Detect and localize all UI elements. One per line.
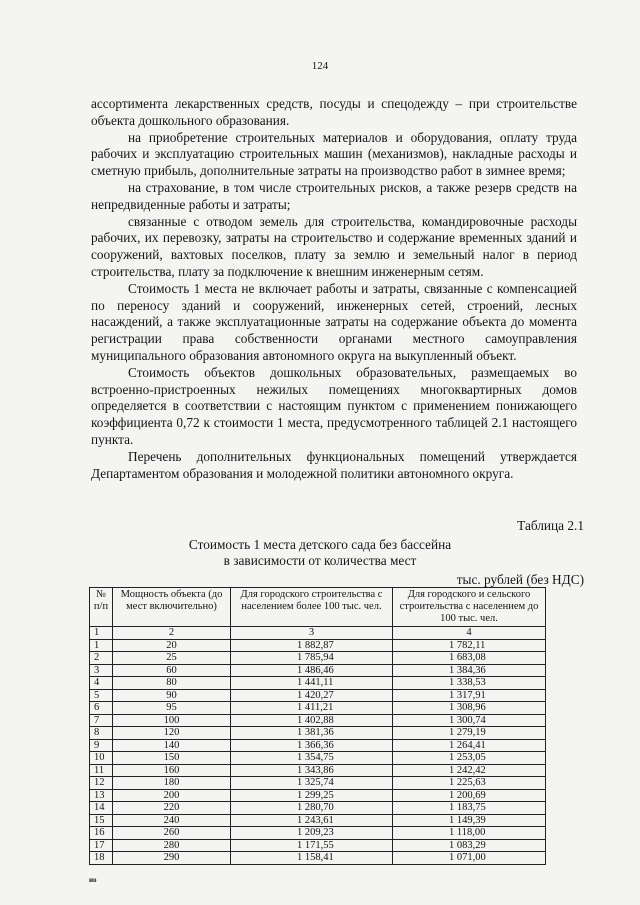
row-cost-small: 1 264,41 [393, 739, 546, 752]
row-cost-small: 1 384,36 [393, 664, 546, 677]
row-capacity: 160 [113, 764, 231, 777]
row-number: 1 [90, 639, 113, 652]
row-number: 3 [90, 664, 113, 677]
table-row [90, 739, 546, 752]
cost-table-wrapper [89, 587, 546, 865]
body-text [91, 96, 577, 482]
table-title [0, 537, 640, 569]
row-number: 17 [90, 839, 113, 852]
row-cost-urban-large: 1 243,61 [231, 814, 393, 827]
row-number: 13 [90, 789, 113, 802]
row-cost-small: 1 338,53 [393, 677, 546, 690]
row-capacity: 240 [113, 814, 231, 827]
row-number: 11 [90, 764, 113, 777]
row-capacity: 180 [113, 777, 231, 790]
row-number: 7 [90, 714, 113, 727]
row-cost-urban-large: 1 420,27 [231, 689, 393, 702]
row-cost-urban-large: 1 402,88 [231, 714, 393, 727]
table-row [90, 764, 546, 777]
table-row [90, 664, 546, 677]
row-number: 10 [90, 752, 113, 765]
header-urban-large: Для городского строительства с населением более 100 тыс. чел. [231, 588, 393, 627]
header-urban-rural-small: Для городского и сельского строительства с населением до 100 тыс. чел. [393, 588, 546, 627]
row-number: 15 [90, 814, 113, 827]
table-body [90, 639, 546, 864]
paragraph: Стоимость 1 места не включает работы и затраты, связанные с компенсацией по переносу зданий и сооружений, инженерных сетей, строений, лесных насаждений, а также эксплуатационные затраты на содержание объекта до момента регистрации права собственности органами местного самоуправления муниципального образования автономного округа на выкупленный объект. [91, 280, 577, 363]
table-units: тыс. рублей (без НДС) [456, 572, 584, 587]
row-cost-urban-large: 1 882,87 [231, 639, 393, 652]
table-row [90, 789, 546, 802]
row-cost-urban-large: 1 209,23 [231, 827, 393, 840]
row-cost-small: 1 200,69 [393, 789, 546, 802]
row-capacity: 25 [113, 652, 231, 665]
table-label: Таблица 2.1 [517, 518, 584, 533]
row-cost-small: 1 071,00 [393, 852, 546, 865]
row-number: 16 [90, 827, 113, 840]
row-number: 12 [90, 777, 113, 790]
row-capacity: 140 [113, 739, 231, 752]
col-number-4: 4 [393, 627, 546, 640]
row-cost-small: 1 683,08 [393, 652, 546, 665]
row-cost-urban-large: 1 343,86 [231, 764, 393, 777]
paragraph: ассортимента лекарственных средств, посуды и спецодежду – при строительстве объекта дошкольного образования. [91, 96, 577, 128]
row-capacity: 220 [113, 802, 231, 815]
row-capacity: 150 [113, 752, 231, 765]
col-number-3: 3 [231, 627, 393, 640]
table-row [90, 714, 546, 727]
paragraph: на страхование, в том числе строительных рисков, а также резерв средств на непредвиденные работы и затраты; [91, 179, 577, 212]
table-row [90, 639, 546, 652]
table-row [90, 852, 546, 865]
table-row [90, 802, 546, 815]
row-cost-urban-large: 1 381,36 [231, 727, 393, 740]
table-row [90, 652, 546, 665]
paragraph: на приобретение строительных материалов и оборудования, оплату труда рабочих и эксплуатацию строительных машин (механизмов), накладные расходы и сметную прибыль, дополнительные затраты на производство работ в зимнее время; [91, 129, 577, 179]
row-number: 5 [90, 689, 113, 702]
row-cost-urban-large: 1 366,36 [231, 739, 393, 752]
table-title-line-1: Стоимость 1 места детского сада без бассейна [188, 537, 452, 552]
row-cost-small: 1 253,05 [393, 752, 546, 765]
row-cost-urban-large: 1 171,55 [231, 839, 393, 852]
row-cost-urban-large: 1 158,41 [231, 852, 393, 865]
row-cost-urban-large: 1 486,46 [231, 664, 393, 677]
table-row [90, 689, 546, 702]
row-capacity: 260 [113, 827, 231, 840]
row-cost-urban-large: 1 354,75 [231, 752, 393, 765]
row-capacity: 80 [113, 677, 231, 690]
row-cost-small: 1 183,75 [393, 802, 546, 815]
row-cost-small: 1 308,96 [393, 702, 546, 715]
row-cost-urban-large: 1 299,25 [231, 789, 393, 802]
row-cost-urban-large: 1 411,21 [231, 702, 393, 715]
row-number: 6 [90, 702, 113, 715]
row-cost-small: 1 225,63 [393, 777, 546, 790]
row-capacity: 20 [113, 639, 231, 652]
row-cost-urban-large: 1 325,74 [231, 777, 393, 790]
table-header-row [90, 588, 546, 627]
row-capacity: 200 [113, 789, 231, 802]
row-capacity: 280 [113, 839, 231, 852]
row-cost-small: 1 242,42 [393, 764, 546, 777]
row-cost-small: 1 782,11 [393, 639, 546, 652]
table-row [90, 702, 546, 715]
table-row [90, 839, 546, 852]
row-capacity: 95 [113, 702, 231, 715]
row-cost-small: 1 149,39 [393, 814, 546, 827]
row-cost-small: 1 300,74 [393, 714, 546, 727]
row-capacity: 120 [113, 727, 231, 740]
paragraph: связанные с отводом земель для строительства, командировочные расходы рабочих, их перевозку, затраты на строительство и содержание временных зданий и сооружений, вахтовых поселков, плату за землю и земельный налог в период строительства, плату за подключение к внешним инженерным сетям. [91, 213, 577, 279]
row-number: 2 [90, 652, 113, 665]
header-capacity: Мощность объекта (до мест включительно) [113, 588, 231, 627]
table-row [90, 827, 546, 840]
corner-mark: ио [89, 876, 97, 884]
row-number: 4 [90, 677, 113, 690]
row-capacity: 90 [113, 689, 231, 702]
table-column-numbers-row [90, 627, 546, 640]
row-cost-urban-large: 1 785,94 [231, 652, 393, 665]
row-cost-urban-large: 1 280,70 [231, 802, 393, 815]
col-number-1: 1 [90, 627, 113, 640]
table-row [90, 777, 546, 790]
row-cost-small: 1 118,00 [393, 827, 546, 840]
table-row [90, 814, 546, 827]
cost-table [89, 587, 546, 865]
col-number-2: 2 [113, 627, 231, 640]
row-cost-small: 1 317,91 [393, 689, 546, 702]
table-title-line-2: в зависимости от количества мест [223, 553, 417, 568]
table-row [90, 727, 546, 740]
row-capacity: 60 [113, 664, 231, 677]
row-number: 8 [90, 727, 113, 740]
row-cost-small: 1 279,19 [393, 727, 546, 740]
row-cost-urban-large: 1 441,11 [231, 677, 393, 690]
page-number: 124 [311, 60, 329, 72]
row-cost-small: 1 083,29 [393, 839, 546, 852]
paragraph: Стоимость объектов дошкольных образовательных, размещаемых во встроенно-пристроенных нежилых помещениях многоквартирных домов определяется в соответствии с настоящим пунктом с применением понижающего коэффициента 0,72 к стоимости 1 места, предусмотренного таблицей 2.1 настоящего пункта. [91, 364, 577, 447]
table-row [90, 677, 546, 690]
paragraph: Перечень дополнительных функциональных помещений утверждается Департаментом образования и молодежной политики автономного округа. [91, 448, 577, 481]
table-row [90, 752, 546, 765]
row-number: 14 [90, 802, 113, 815]
header-number: № п/п [90, 588, 113, 627]
row-capacity: 100 [113, 714, 231, 727]
row-capacity: 290 [113, 852, 231, 865]
row-number: 9 [90, 739, 113, 752]
row-number: 18 [90, 852, 113, 865]
